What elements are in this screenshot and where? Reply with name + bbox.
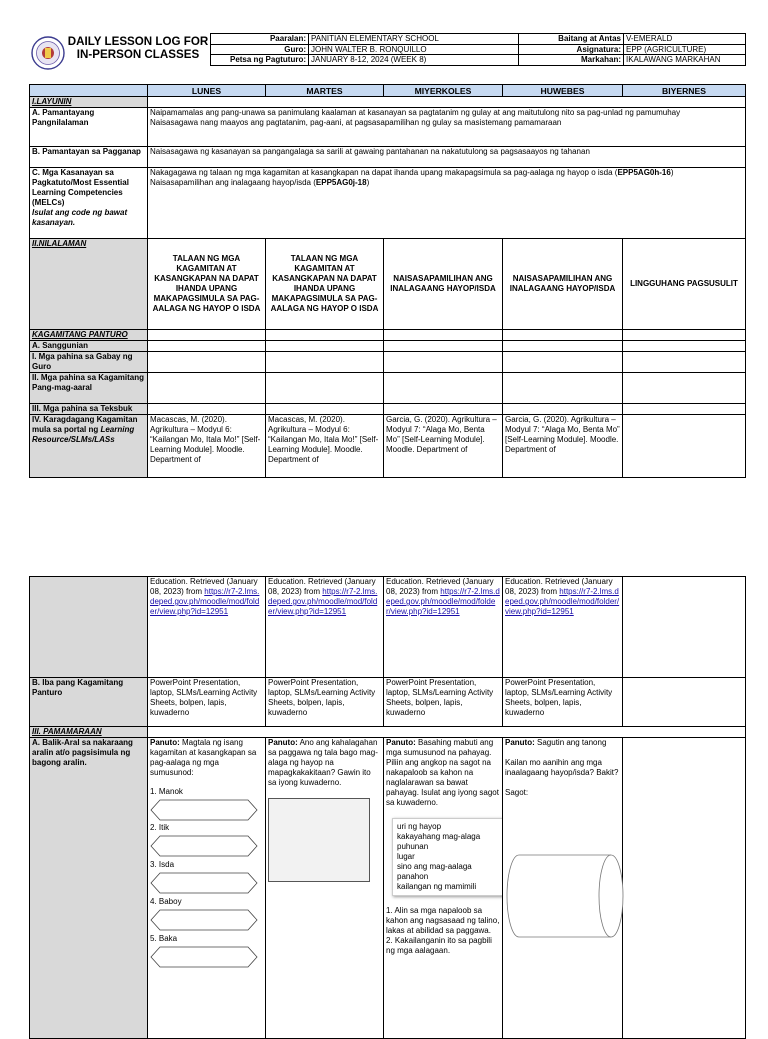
materials-cell: PowerPoint Presentation, laptop, SLMs/Learning Activity Sheets, bolpen, lapis, kuwaderno [148, 678, 266, 727]
table-row [30, 341, 746, 352]
choice: panahon [397, 872, 429, 881]
table-row [30, 404, 746, 415]
text: Naisasagawa nang maayos ang pagtatanim, pag-aani, at pagsasapamilihan ng gulay sa masistemang pamamaraan [150, 118, 562, 127]
reference-cell: Macascas, M. (2020). Agrikultura – Modyul 6: “Kailangan Mo, Itala Mo!” [Self-Learning Module]. Moodle. Department of [266, 415, 384, 478]
list-item: 5. Baka [150, 934, 178, 943]
section-row [30, 97, 746, 108]
section-layunin: I.LAYUNIN [30, 97, 148, 108]
instruction: Panuto: Magtala ng isang kagamitan at kasangkapan sa pag-aalaga ng mga sumusunod: [150, 738, 257, 777]
table-row [30, 168, 746, 239]
header-row [211, 44, 746, 55]
instruction: Panuto: Ano ang kahalagahan sa paggawa ng tala bago mag-alaga ng hayop na mapagkakakitaan? Gawin ito sa iyong kuwaderno. [268, 738, 378, 787]
deped-seal-logo [31, 36, 65, 70]
table-row [30, 738, 746, 1039]
school-label: Paaralan: [211, 34, 309, 45]
module-link[interactable]: https://r7-2.lms.deped.gov.ph/moodle/mod/folder/view.php?id=12951 [150, 587, 260, 616]
instruction: Panuto: Sagutin ang tanong [505, 738, 607, 747]
section-nilalaman: II.NILALAMAN [30, 239, 148, 330]
text: Naipamamalas ang pang-unawa sa panimulang kaalaman at kasanayan sa pagtatanim ng gulay at ang maitutulong nito sa pag-unlad ng pamumuhay [150, 108, 681, 117]
table-row [30, 108, 746, 147]
choice: kailangan ng mamimili [397, 882, 477, 891]
day-header: BIYERNES [623, 85, 746, 97]
content-cell: TALAAN NG MGA KAGAMITAN AT KASANGKAPAN NA DAPAT IHANDA UPANG MAKAPAGSIMULA SA PAG-AALAGA NG HAYOP O ISDA [266, 239, 384, 330]
table-row [30, 373, 746, 404]
content-cell: LINGGUHANG PAGSUSULIT [623, 239, 746, 330]
list-item: 1. Manok [150, 787, 183, 796]
section-kagamitan: KAGAMITANG PANTURO [30, 330, 148, 341]
answer-label: Sagot: [505, 788, 529, 797]
row-label-sanggunian: A. Sanggunian [30, 341, 148, 352]
melc-code: EPP5AG0j-18 [315, 178, 367, 187]
row-label-kagamitang-pang-mag-aaral: II. Mga pahina sa Kagamitang Pang-mag-aaral [30, 373, 148, 404]
answer-hexagon [150, 799, 258, 821]
text: Naisasapamilihan ang inalagaang hayop/isda (EPP5AG0j-18) [150, 178, 370, 187]
choices-box [392, 818, 503, 896]
melc-code: EPP5AG0h-16 [617, 168, 671, 177]
teacher-label: Guro: [211, 44, 309, 55]
date-label: Petsa ng Pagtuturo: [211, 55, 309, 66]
row-label-gabay: I. Mga pahina sa Gabay ng Guro [30, 352, 148, 373]
materials-cell: PowerPoint Presentation, laptop, SLMs/Learning Activity Sheets, bolpen, lapis, kuwaderno [503, 678, 623, 727]
day-header: MARTES [266, 85, 384, 97]
row-label-balik-aral: A. Balik-Aral sa nakaraang aralin at/o pagsisimula ng bagong aralin. [30, 738, 148, 1039]
activity-cell-martes [266, 738, 384, 1039]
reference-cell: Education. Retrieved (January 08, 2023) from https://r7-2.lms.deped.gov.ph/moodle/mod/folder/view.php?id=12951 [503, 577, 623, 678]
content-cell [148, 108, 746, 147]
table-row [30, 352, 746, 373]
choice: puhunan [397, 842, 429, 851]
list-item: 2. Itik [150, 823, 170, 832]
row-label-melcs [30, 168, 148, 239]
activity-cell-lunes [148, 738, 266, 1039]
question: 1. Alin sa mga napaloob sa kahon ang nagsasaad ng talino, lakas at abilidad sa paggawa. [386, 906, 500, 935]
row-label-pamantayan-sa-pagganap: B. Pamantayan sa Pagganap [30, 147, 148, 168]
answer-box [268, 798, 370, 882]
grade-value: V-EMERALD [624, 34, 746, 45]
section-pamamaraan: III. PAMAMARAAN [30, 727, 148, 738]
lesson-log-table [29, 84, 746, 478]
row-label-iba-pang-kagamitan: B. Iba pang Kagamitang Panturo [30, 678, 148, 727]
row-label-teksbuk: III. Mga pahina sa Teksbuk [30, 404, 148, 415]
teacher-value: JOHN WALTER B. RONQUILLO [309, 44, 519, 55]
content-cell: NAISASAPAMILIHAN ANG INALAGAANG HAYOP/ISDA [384, 239, 503, 330]
table-row [30, 147, 746, 168]
list-item: 4. Baboy [150, 897, 182, 906]
header-row [211, 55, 746, 66]
answer-hexagon [150, 946, 258, 968]
choice: sino ang mag-aalaga [397, 862, 472, 871]
row-label-portal: IV. Karagdagang Kagamitan mula sa portal ng Learning Resource/SLMs/LASs [30, 415, 148, 478]
reference-cell: Garcia, G. (2020). Agrikultura – Modyul 7: “Alaga Mo, Benta Mo” [Self-Learning Module]. Moodle. Department of [384, 415, 503, 478]
answer-hexagon [150, 835, 258, 857]
row-label-pamantayang-pangnilalaman: A. Pamantayang Pangnilalaman [30, 108, 148, 147]
day-header: MIYERKOLES [384, 85, 503, 97]
choice: lugar [397, 852, 415, 861]
day-header: HUWEBES [503, 85, 623, 97]
reference-cell: Education. Retrieved (January 08, 2023) from https://r7-2.lms.deped.gov.ph/moodle/mod/folder/view.php?id=12951 [384, 577, 503, 678]
choice: uri ng hayop [397, 822, 442, 831]
reference-cell: Garcia, G. (2020). Agrikultura – Modyul 7: “Alaga Mo, Benta Mo” [Self-Learning Module]. Moodle. Department of [503, 415, 623, 478]
title-line-1: DAILY LESSON LOG FOR [67, 35, 209, 48]
text: Nakagagawa ng talaan ng mga kagamitan at kasangkapan na dapat ihanda upang makapagsimula sa pag-aalaga ng hayop o isda (EPP5AG0h-16) [150, 168, 674, 177]
document-title [66, 35, 210, 61]
materials-cell: PowerPoint Presentation, laptop, SLMs/Learning Activity Sheets, bolpen, lapis, kuwaderno [266, 678, 384, 727]
module-link[interactable]: https://r7-2.lms.deped.gov.ph/moodle/mod/folder/view.php?id=12951 [505, 587, 620, 616]
answer-scroll-shape [505, 853, 627, 939]
materials-cell: PowerPoint Presentation, laptop, SLMs/Learning Activity Sheets, bolpen, lapis, kuwaderno [384, 678, 503, 727]
section-row [30, 727, 746, 738]
school-value: PANITIAN ELEMENTARY SCHOOL [309, 34, 519, 45]
answer-hexagon [150, 872, 258, 894]
quarter-value: IKALAWANG MARKAHAN [624, 55, 746, 66]
reference-cell: Education. Retrieved (January 08, 2023) from https://r7-2.lms.deped.gov.ph/moodle/mod/folder/view.php?id=12951 [266, 577, 384, 678]
lesson-log-table-continued [29, 576, 746, 1039]
content-cell [148, 168, 746, 239]
reference-cell: Macascas, M. (2020). Agrikultura – Modyul 6: “Kailangan Mo, Itala Mo!” [Self-Learning Module]. Moodle. Department of [148, 415, 266, 478]
subject-label: Asignatura: [519, 44, 624, 55]
note: Isulat ang code ng bawat kasanayan. [32, 208, 128, 227]
table-row [30, 415, 746, 478]
question: 2. Kakailanganin ito sa pagbili ng mga aalagaan. [386, 936, 492, 955]
module-link[interactable]: https://r7-2.lms.deped.gov.ph/moodle/mod/folder/view.php?id=12951 [268, 587, 378, 616]
answer-hexagon [150, 909, 258, 931]
title-line-2: IN-PERSON CLASSES [76, 48, 200, 61]
quarter-label: Markahan: [519, 55, 624, 66]
grade-label: Baitang at Antas [519, 34, 624, 45]
header-info-table [210, 33, 746, 66]
blank-corner [30, 85, 148, 97]
day-header-row [30, 85, 746, 97]
day-header: LUNES [148, 85, 266, 97]
date-value: JANUARY 8-12, 2024 (WEEK 8) [309, 55, 519, 66]
content-cell: Naisasagawa ng kasanayan sa pangangalaga sa sarili at gawaing pantahanan na nakatutulong sa pagsasaayos ng tahanan [148, 147, 746, 168]
content-cell: NAISASAPAMILIHAN ANG INALAGAANG HAYOP/ISDA [503, 239, 623, 330]
table-row [30, 577, 746, 678]
activity-cell-miyerkoles [384, 738, 503, 1039]
list-item: 3. Isda [150, 860, 175, 869]
section-row [30, 330, 746, 341]
module-link[interactable]: https://r7-2.lms.deped.gov.ph/moodle/mod/folder/view.php?id=12951 [386, 587, 500, 616]
instruction: Panuto: Basahing mabuti ang mga sumusunod na pahayag. Piliin ang angkop na sagot na nakapaloob sa kahon na naglalarawan sa bawat pahayag. Isulat ang iyong sagot sa kuwaderno. [386, 738, 499, 807]
reference-cell: Education. Retrieved (January 08, 2023) from https://r7-2.lms.deped.gov.ph/moodle/mod/folder/view.php?id=12951 [148, 577, 266, 678]
header-row [211, 34, 746, 45]
table-row [30, 678, 746, 727]
content-cell: TALAAN NG MGA KAGAMITAN AT KASANGKAPAN NA DAPAT IHANDA UPANG MAKAPAGSIMULA SA PAG-AALAGA NG HAYOP O ISDA [148, 239, 266, 330]
subject-value: EPP (AGRICULTURE) [624, 44, 746, 55]
table-row [30, 239, 746, 330]
question: Kailan mo aanihin ang mga inaalagaang hayop/isda? Bakit? [505, 758, 619, 777]
label: C. Mga Kasanayan sa Pagkatuto/Most Essential Learning Competencies (MELCs) [32, 168, 129, 207]
choice: kakayahang mag-alaga [397, 832, 481, 841]
